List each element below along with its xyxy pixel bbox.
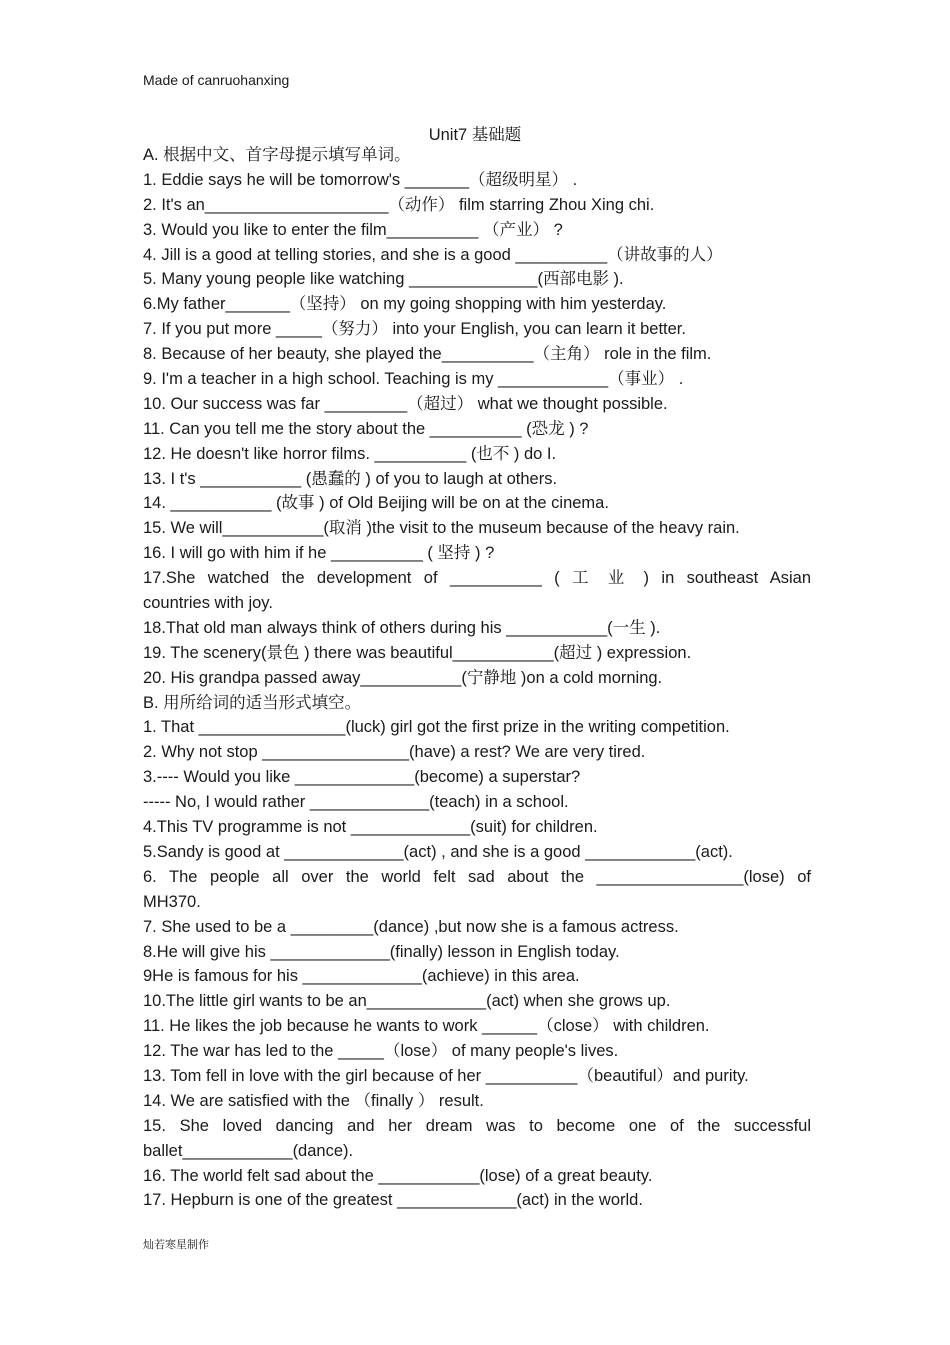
question-line: 1. That ________________(luck) girl got the first prize in the writing competition. <box>143 718 730 737</box>
question-line: 6. The people all over the world felt sad about the ________________(lose) of <box>143 867 811 886</box>
question-line: 2. It's an____________________（动作） film starring Zhou Xing chi. <box>143 195 655 214</box>
question-line-continued: ballet____________(dance). <box>143 1141 354 1160</box>
question-line: 13. Tom fell in love with the girl because of her __________（beautiful）and purity. <box>143 1066 749 1085</box>
question-line: 14. ___________ (故事 ) of Old Beijing will be on at the cinema. <box>143 494 609 513</box>
question-line: 2. Why not stop ________________(have) a rest? We are very tired. <box>143 743 646 762</box>
question-line: 4.This TV programme is not _____________(suit) for children. <box>143 818 598 837</box>
question-line: ----- No, I would rather _____________(teach) in a school. <box>143 793 569 812</box>
question-line: 15. We will___________(取消 )the visit to the museum because of the heavy rain. <box>143 519 740 538</box>
question-line: 7. She used to be a _________(dance) ,but now she is a famous actress. <box>143 917 679 936</box>
question-line: 9He is famous for his _____________(achieve) in this area. <box>143 967 580 986</box>
question-line: 7. If you put more _____（努力） into your English, you can learn it better. <box>143 320 686 339</box>
question-line: 8. Because of her beauty, she played the__________（主角） role in the film. <box>143 345 712 364</box>
exercise-content <box>143 143 811 1213</box>
question-line: 12. The war has led to the _____（lose） of many people's lives. <box>143 1042 619 1061</box>
question-line: 3.---- Would you like _____________(become) a superstar? <box>143 768 581 787</box>
question-line: 18.That old man always think of others during his ___________(一生 ). <box>143 618 661 637</box>
question-line: 20. His grandpa passed away___________(宁静地 )on a cold morning. <box>143 668 663 687</box>
section-b-heading: B. 用所给词的适当形式填空。 <box>143 693 362 712</box>
question-line: 9. I'm a teacher in a high school. Teaching is my ____________（事业） . <box>143 370 684 389</box>
question-line: 16. The world felt sad about the ___________(lose) of a great beauty. <box>143 1166 653 1185</box>
question-line: 16. I will go with him if he __________ ( 坚持 ) ? <box>143 544 495 563</box>
question-line: 11. He likes the job because he wants to work ______（close） with children. <box>143 1017 710 1036</box>
question-line: 14. We are satisfied with the （finally ） result. <box>143 1091 484 1110</box>
question-line: 12. He doesn't like horror films. __________ (也不 ) do I. <box>143 444 557 463</box>
header-note: Made of canruohanxing <box>143 72 290 88</box>
question-line: 8.He will give his _____________(finally) lesson in English today. <box>143 942 620 961</box>
question-line: 10.The little girl wants to be an_____________(act) when she grows up. <box>143 992 671 1011</box>
question-line: 17.She watched the development of __________ ( 工 业 ) in southeast Asian <box>143 569 811 588</box>
question-line: 19. The scenery(景色 ) there was beautiful___________(超过 ) expression. <box>143 643 692 662</box>
question-line: 5. Many young people like watching ______________(西部电影 ). <box>143 270 624 289</box>
question-line-continued: countries with joy. <box>143 594 273 613</box>
question-line: 1. Eddie says he will be tomorrow's _______（超级明星） . <box>143 170 578 189</box>
page-title: Unit7 基础题 <box>428 126 522 144</box>
question-line: 4. Jill is a good at telling stories, and she is a good __________（讲故事的人） <box>143 245 723 264</box>
question-line: 11. Can you tell me the story about the __________ (恐龙 ) ? <box>143 419 589 438</box>
question-line: 15. She loved dancing and her dream was to become one of the successful <box>143 1116 811 1135</box>
section-a-heading: A. 根据中文、首字母提示填写单词。 <box>143 146 411 164</box>
question-line-continued: MH370. <box>143 892 201 911</box>
question-line: 3. Would you like to enter the film__________ （产业） ? <box>143 220 563 239</box>
question-line: 17. Hepburn is one of the greatest _____________(act) in the world. <box>143 1191 643 1210</box>
question-line: 13. I t's ___________ (愚蠢的 ) of you to laugh at others. <box>143 469 558 488</box>
question-line: 10. Our success was far _________（超过） what we thought possible. <box>143 394 668 413</box>
footer-note: 灿若寒星制作 <box>143 1238 209 1251</box>
question-line: 6.My father_______（坚持） on my going shopping with him yesterday. <box>143 295 667 314</box>
question-line: 5.Sandy is good at _____________(act) , and she is a good ____________(act). <box>143 842 733 861</box>
